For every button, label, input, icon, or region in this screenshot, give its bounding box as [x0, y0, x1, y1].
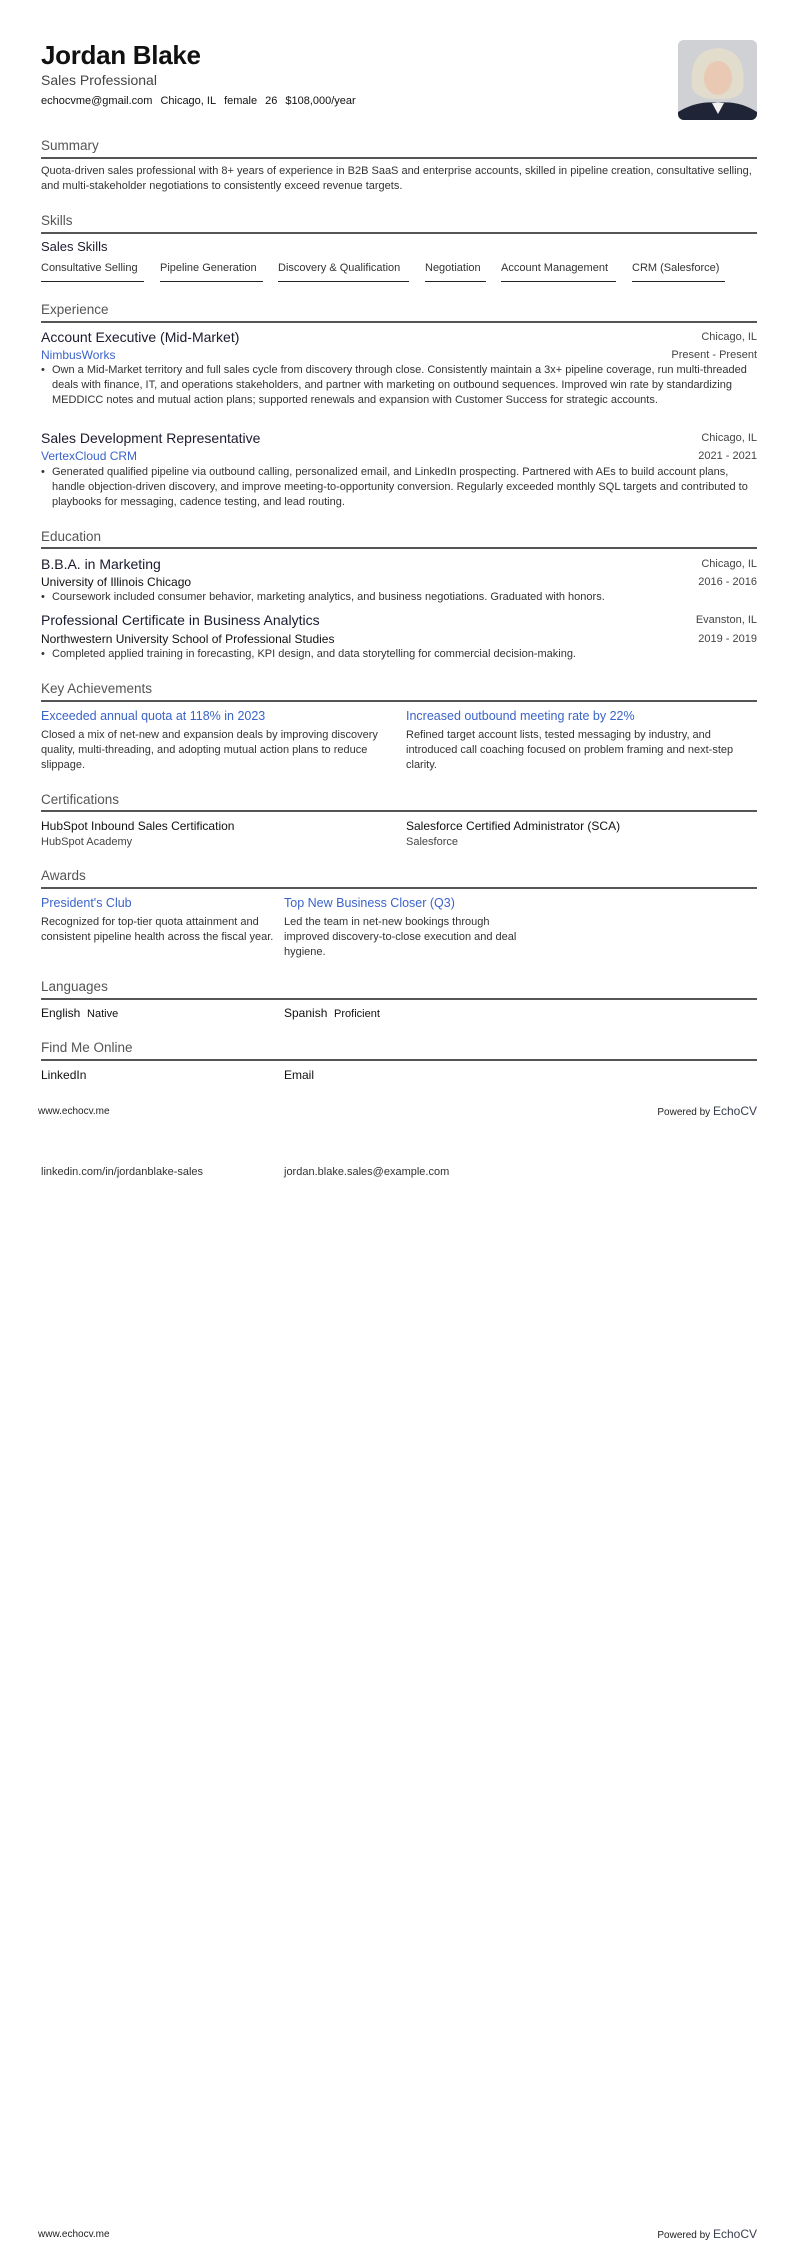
skill-chip: Pipeline Generation [160, 261, 263, 282]
language-item [284, 1005, 380, 1022]
skill-chip: Consultative Selling [41, 261, 144, 282]
contact-age: 26 [265, 95, 278, 107]
edu-bullet: • Coursework included consumer behavior, marketing analytics, and business negotiations. Graduated with honors. [41, 590, 757, 605]
online-label: Email [284, 1068, 315, 1082]
footer-site[interactable]: www.echocv.me [38, 1106, 110, 1117]
divider [41, 887, 757, 889]
achievement-title: Exceeded annual quota at 118% in 2023 [41, 709, 266, 723]
email-link[interactable]: jordan.blake.sales@example.com [284, 1166, 450, 1178]
job-location: Chicago, IL [701, 432, 757, 444]
summary-text: Quota-driven sales professional with 8+ years of experience in B2B SaaS and enterprise accounts, skilled in pipeline creation, consultative selling, and multi-stakeholder negotiations to consistently exceed revenue targets. [41, 165, 752, 192]
edu-bullet: • Completed applied training in forecasting, KPI design, and data storytelling for commercial decision-making. [41, 647, 757, 662]
education-heading: Education [41, 529, 102, 544]
footer-site[interactable]: www.echocv.me [38, 2229, 110, 2240]
candidate-title: Sales Professional [41, 72, 157, 88]
job-bullet: • Own a Mid-Market territory and full sales cycle from discovery through close. Consistently maintain a 3x+ pipeline coverage, run multi-threaded deals with finance, IT, and operations stakeholders, and partner with marketing on outbound sequences. Improved win rate by standardizing MEDDICC notes and mutual action plans; supported renewals and expansion with Customer Success for strategic accounts. [41, 363, 757, 408]
awards-heading: Awards [41, 868, 86, 883]
award-title: President's Club [41, 896, 132, 910]
company-name: VertexCloud CRM [41, 449, 138, 463]
language-item [41, 1005, 118, 1022]
skill-chip: CRM (Salesforce) [632, 261, 725, 282]
language-name: English [41, 1006, 81, 1020]
brand-logo: EchoCV [712, 2227, 757, 2241]
divider [41, 810, 757, 812]
candidate-name: Jordan Blake [41, 40, 201, 70]
divider [41, 547, 757, 549]
divider [41, 700, 757, 702]
language-name: Spanish [284, 1006, 328, 1020]
skill-chip: Discovery & Qualification [278, 261, 409, 282]
contact-location: Chicago, IL [160, 95, 217, 107]
degree: B.B.A. in Marketing [41, 556, 161, 572]
languages-heading: Languages [41, 979, 108, 994]
edu-dates: 2016 - 2016 [698, 576, 757, 588]
job-title: Sales Development Representative [41, 430, 261, 446]
certifications-heading: Certifications [41, 792, 120, 807]
edu-dates: 2019 - 2019 [698, 633, 757, 645]
language-level: Native [87, 1008, 119, 1020]
online-heading: Find Me Online [41, 1040, 133, 1055]
skill-chip: Negotiation [425, 261, 486, 282]
contact-line [41, 94, 364, 108]
company-name: NimbusWorks [41, 348, 116, 362]
award-text: Recognized for top-tier quota attainment and consistent pipeline health across the fiscal year. [41, 916, 274, 943]
powered-by-text: Powered by [657, 1107, 711, 1118]
achievements-heading: Key Achievements [41, 681, 153, 696]
summary-heading: Summary [41, 138, 99, 153]
divider [41, 1059, 757, 1061]
powered-by-text: Powered by [657, 2230, 711, 2241]
contact-email: echocvme@gmail.com [41, 95, 153, 107]
job-location: Chicago, IL [701, 331, 757, 343]
powered-by [657, 2226, 757, 2244]
school-name: University of Illinois Chicago [41, 575, 192, 589]
language-level: Proficient [334, 1008, 380, 1020]
achievement-title: Increased outbound meeting rate by 22% [406, 709, 635, 723]
cert-name: Salesforce Certified Administrator (SCA) [406, 819, 621, 833]
cert-issuer: Salesforce [406, 836, 458, 848]
job-bullet: • Generated qualified pipeline via outbound calling, personalized email, and LinkedIn prospecting. Partnered with AEs to build account plans, handle objection-driven discovery, and improve meeting-to-opportunity conversion. Regularly exceeded monthly SQL targets and contributed to playbooks for messaging, cadence testing, and lead routing. [41, 465, 757, 510]
school-name: Northwestern University School of Professional Studies [41, 632, 335, 646]
divider [41, 232, 757, 234]
achievement-text: Refined target account lists, tested messaging by industry, and introduced call coaching focused on problem framing and next-step clarity. [406, 729, 734, 771]
contact-gender: female [224, 95, 258, 107]
degree: Professional Certificate in Business Analytics [41, 612, 320, 628]
job-title: Account Executive (Mid-Market) [41, 329, 240, 345]
divider [41, 321, 757, 323]
cert-name: HubSpot Inbound Sales Certification [41, 819, 235, 833]
award-title: Top New Business Closer (Q3) [284, 896, 455, 910]
cert-issuer: HubSpot Academy [41, 836, 133, 848]
divider [41, 157, 757, 159]
job-dates: 2021 - 2021 [698, 450, 757, 462]
award-text: Led the team in net-new bookings through improved discovery-to-close execution and deal hygiene. [284, 916, 517, 958]
skill-group-title: Sales Skills [41, 239, 108, 254]
linkedin-link[interactable]: linkedin.com/in/jordanblake-sales [41, 1166, 204, 1178]
skill-chip: Account Management [501, 261, 616, 282]
edu-location: Evanston, IL [695, 614, 757, 626]
edu-location: Chicago, IL [701, 558, 757, 570]
experience-heading: Experience [41, 302, 109, 317]
profile-photo [678, 40, 757, 120]
job-dates: Present - Present [671, 349, 757, 361]
skills-heading: Skills [41, 213, 73, 228]
online-label: LinkedIn [41, 1068, 87, 1082]
achievement-text: Closed a mix of net-new and expansion deals by improving discovery quality, multi-threading, and adopting mutual action plans to reduce slippage. [41, 729, 378, 771]
contact-salary: $108,000/year [285, 95, 356, 107]
divider [41, 998, 757, 1000]
powered-by [657, 1103, 757, 1121]
brand-logo: EchoCV [712, 1104, 757, 1118]
